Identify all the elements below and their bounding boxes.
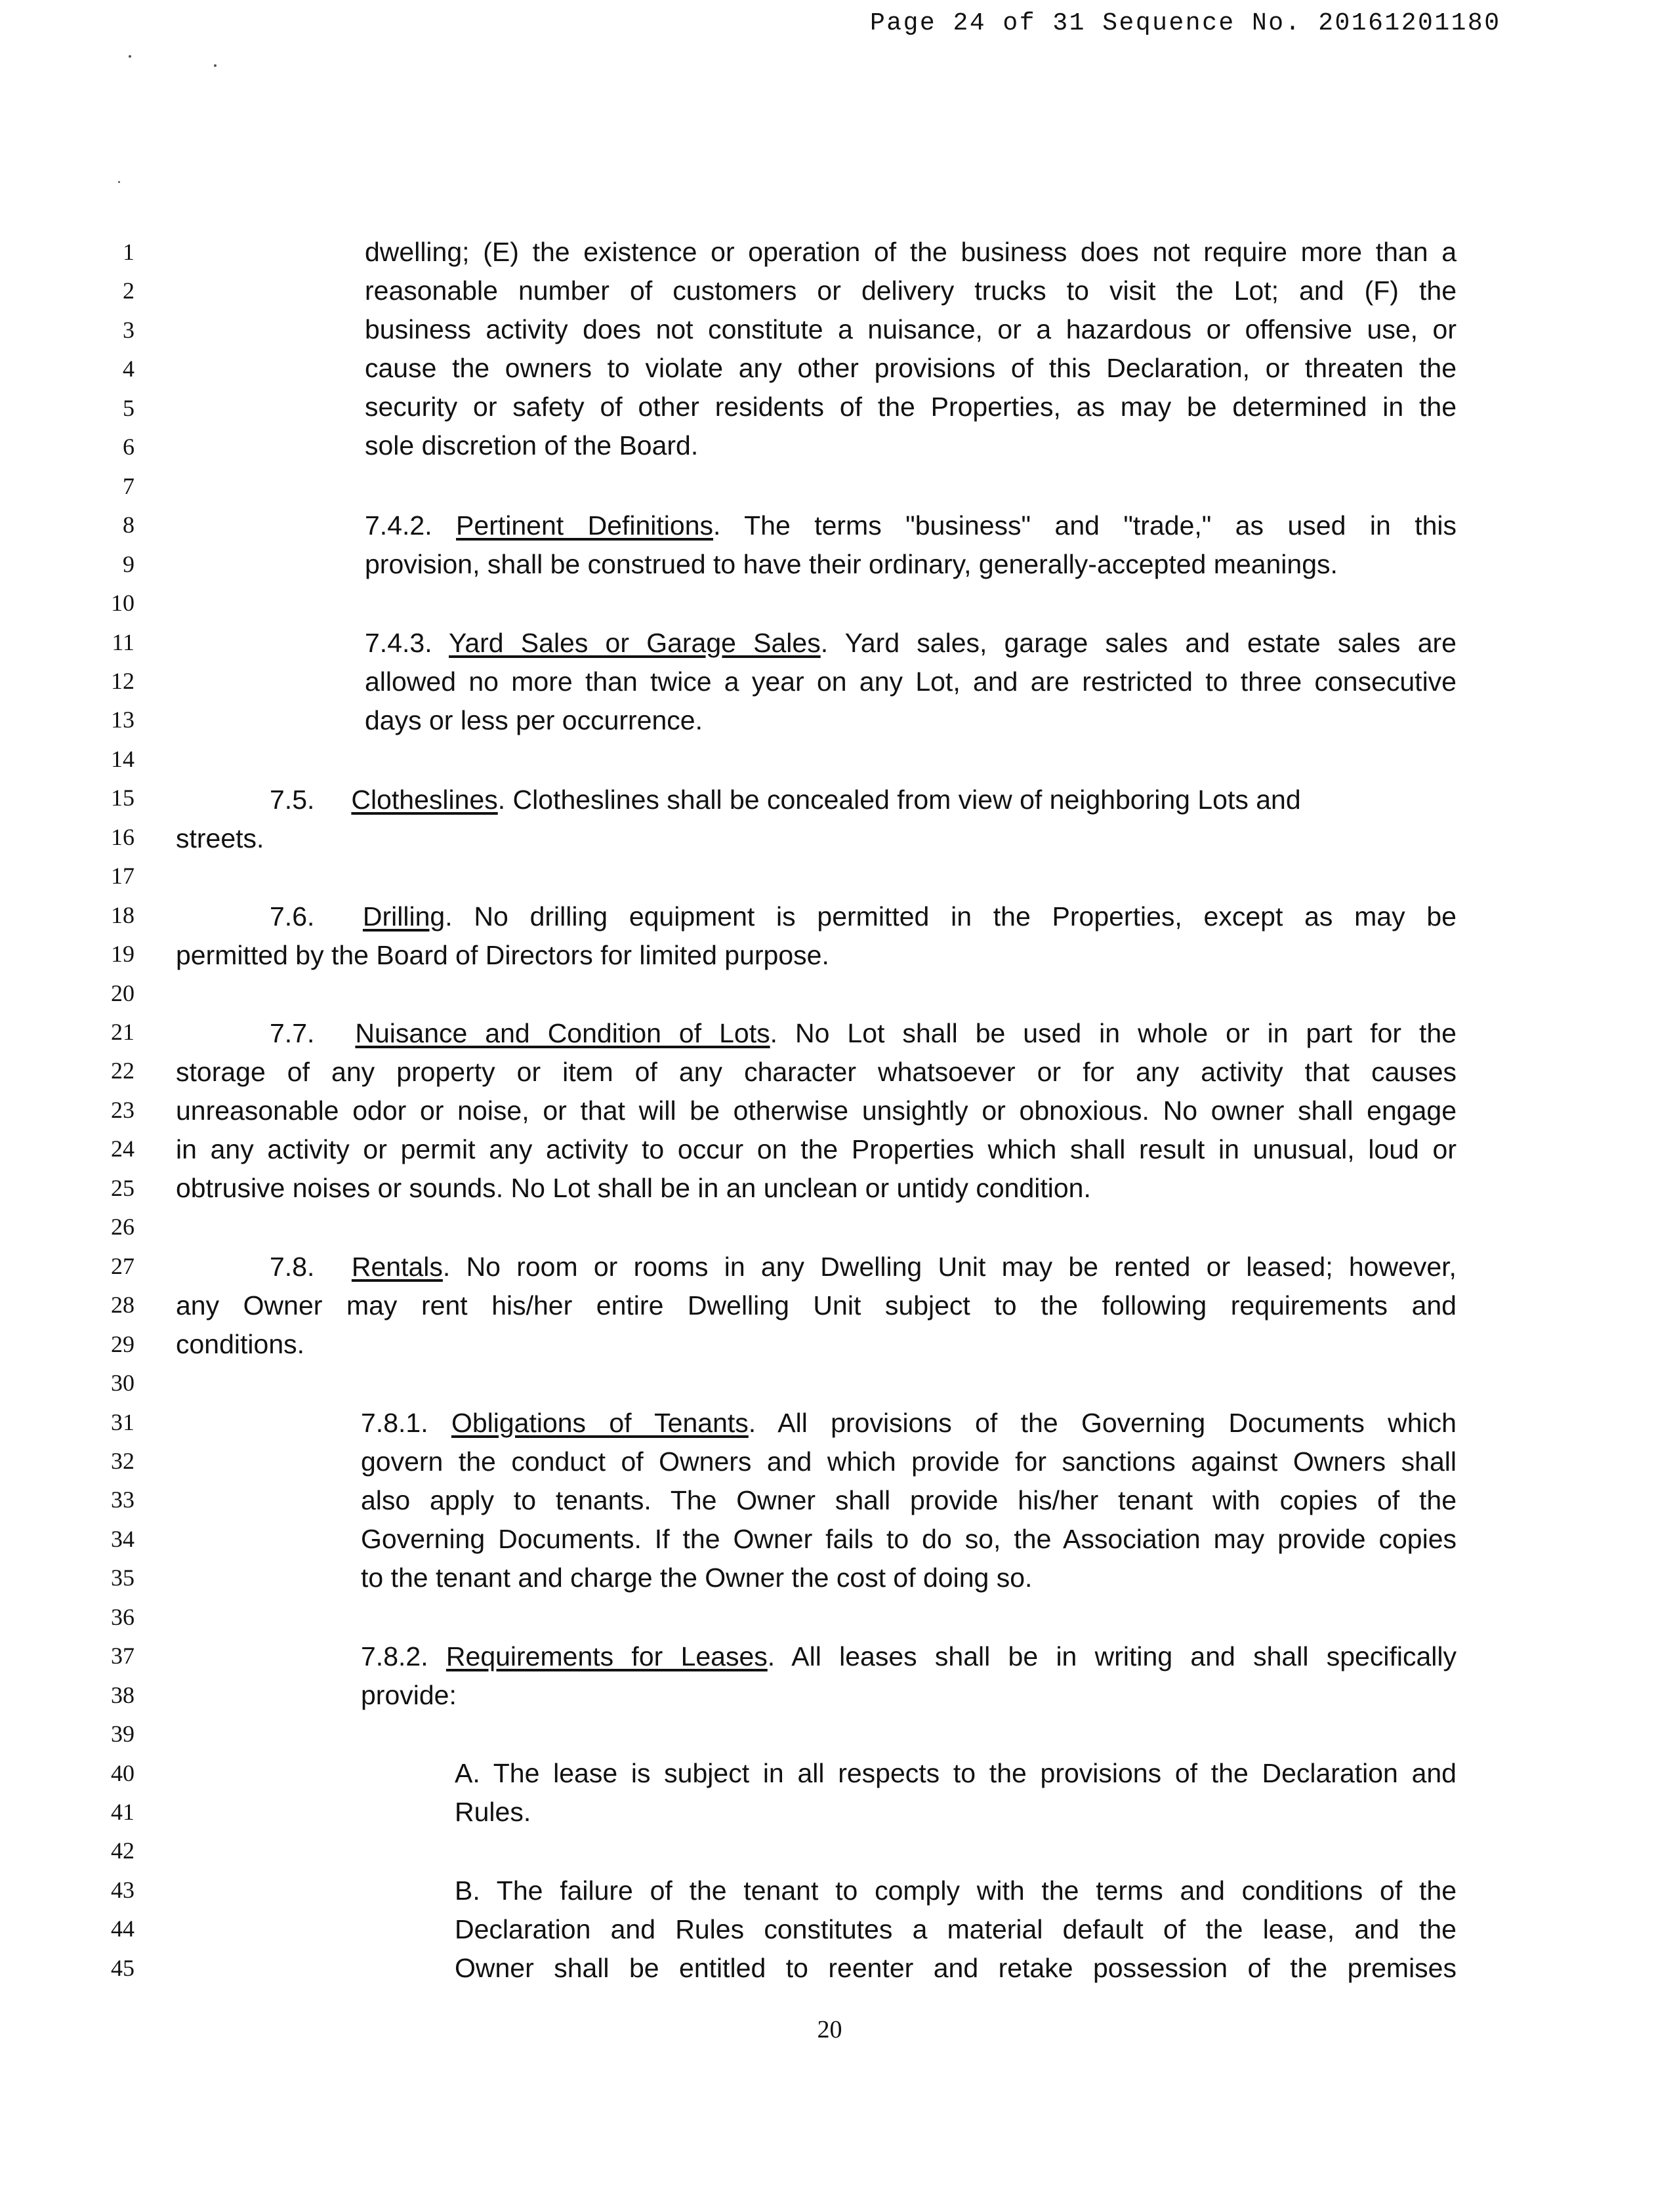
text-line: allowed no more than twice a year on any Lot, and are restricted to three consecutive xyxy=(365,666,1457,697)
section-title: Yard Sales or Garage Sales xyxy=(449,628,821,658)
section-text: No room or rooms in any Dwelling Unit may be rented or leased; however, xyxy=(466,1252,1457,1282)
line-number: 41 xyxy=(111,1799,134,1825)
section-title: Clotheslines xyxy=(351,785,498,815)
text-line: Rules. xyxy=(455,1797,531,1827)
section-title: Drilling xyxy=(362,901,445,932)
line-number: 32 xyxy=(111,1448,134,1474)
page-number-footer xyxy=(0,2015,1675,2044)
section-text: No Lot shall be used in whole or in part for the xyxy=(795,1018,1457,1048)
section-title: Pertinent Definitions xyxy=(456,510,714,541)
page-header: Page 24 of 31 Sequence No. 20161201180 xyxy=(870,9,1501,37)
text-line: storage of any property or item of any character whatsoever or for any activity that causes xyxy=(176,1057,1457,1087)
text-line: reasonable number of customers or delivery trucks to visit the Lot; and (F) the xyxy=(365,276,1457,306)
text-line: security or safety of other residents of the Properties, as may be determined in the xyxy=(365,392,1457,422)
line-number: 37 xyxy=(111,1643,134,1669)
text-line: obtrusive noises or sounds. No Lot shall be in an unclean or untidy condition. xyxy=(176,1173,1091,1203)
section-number: 7.8.1. xyxy=(361,1408,428,1438)
line-number: 22 xyxy=(111,1057,134,1084)
line-number: 3 xyxy=(123,317,134,343)
section-7-5-line: 7.5. Clotheslines. Clotheslines shall be concealed from view of neighboring Lots and xyxy=(270,785,1301,815)
list-item-b-line: B. The failure of the tenant to comply with the terms and conditions of the xyxy=(455,1875,1457,1906)
text-line: days or less per occurrence. xyxy=(365,705,703,735)
line-number: 43 xyxy=(111,1877,134,1903)
section-text: All provisions of the Governing Documents which xyxy=(777,1408,1457,1438)
section-number: 7.5. xyxy=(270,785,315,815)
section-number: 7.7. xyxy=(270,1018,315,1048)
line-number: 29 xyxy=(111,1331,134,1357)
line-number: 39 xyxy=(111,1721,134,1747)
line-number: 23 xyxy=(111,1097,134,1123)
line-number: 19 xyxy=(111,941,134,967)
text-line: cause the owners to violate any other provisions of this Declaration, or threaten the xyxy=(365,353,1457,383)
section-number: 7.6. xyxy=(270,901,315,932)
text-line: business activity does not constitute a nuisance, or a hazardous or offensive use, or xyxy=(365,314,1457,344)
section-7-4-2-line: 7.4.2. Pertinent Definitions. The terms "business" and "trade," as used in this xyxy=(365,510,1457,541)
text-line: unreasonable odor or noise, or that will be otherwise unsightly or obnoxious. No owner shall engage xyxy=(176,1096,1457,1126)
list-item-a-line: A. The lease is subject in all respects to the provisions of the Declaration and xyxy=(455,1758,1457,1788)
text-line: Owner shall be entitled to reenter and retake possession of the premises xyxy=(455,1953,1457,1983)
line-number: 40 xyxy=(111,1760,134,1786)
scan-speck xyxy=(214,64,217,67)
line-number: 20 xyxy=(111,980,134,1006)
text-line: dwelling; (E) the existence or operation of the business does not require more than a xyxy=(365,237,1457,267)
text-line: in any activity or permit any activity to occur on the Properties which shall result in unusual, loud or xyxy=(176,1134,1457,1164)
page-number: 20 xyxy=(817,2016,842,2043)
line-number: 24 xyxy=(111,1136,134,1162)
text-line: streets. xyxy=(176,823,264,853)
section-text: Yard sales, garage sales and estate sales are xyxy=(844,628,1457,658)
section-7-4-3-line: 7.4.3. Yard Sales or Garage Sales. Yard sales, garage sales and estate sales are xyxy=(365,628,1457,658)
section-title: Nuisance and Condition of Lots xyxy=(355,1018,770,1048)
line-number: 2 xyxy=(123,277,134,304)
text-line: any Owner may rent his/her entire Dwelling Unit subject to the following requirements and xyxy=(176,1290,1457,1321)
text-line: provide: xyxy=(361,1680,457,1710)
line-number: 15 xyxy=(111,785,134,811)
section-number: 7.8. xyxy=(270,1252,315,1282)
scan-speck xyxy=(118,181,120,183)
section-7-8-line: 7.8. Rentals. No room or rooms in any Dwelling Unit may be rented or leased; however, xyxy=(270,1252,1457,1282)
section-7-8-2-line: 7.8.2. Requirements for Leases. All leases shall be in writing and shall specifically xyxy=(361,1641,1457,1671)
line-number: 7 xyxy=(123,473,134,499)
text-line: also apply to tenants. The Owner shall provide his/her tenant with copies of the xyxy=(361,1485,1457,1515)
section-title: Obligations of Tenants xyxy=(451,1408,749,1438)
section-text: Clotheslines shall be concealed from view of neighboring Lots and xyxy=(512,785,1301,815)
line-number: 34 xyxy=(111,1526,134,1552)
line-number: 4 xyxy=(123,356,134,382)
line-number: 42 xyxy=(111,1837,134,1864)
line-number: 6 xyxy=(123,434,134,460)
line-number: 44 xyxy=(111,1915,134,1942)
line-number: 31 xyxy=(111,1409,134,1435)
line-number: 38 xyxy=(111,1682,134,1708)
line-number: 33 xyxy=(111,1486,134,1513)
line-number: 36 xyxy=(111,1604,134,1630)
section-7-7-line: 7.7. Nuisance and Condition of Lots. No Lot shall be used in whole or in part for the xyxy=(270,1018,1457,1048)
text-line: Declaration and Rules constitutes a material default of the lease, and the xyxy=(455,1914,1457,1944)
line-number: 30 xyxy=(111,1370,134,1396)
line-number: 14 xyxy=(111,746,134,772)
text-line: govern the conduct of Owners and which provide for sanctions against Owners shall xyxy=(361,1446,1457,1477)
line-number: 1 xyxy=(123,239,134,265)
line-number: 16 xyxy=(111,824,134,850)
line-number: 35 xyxy=(111,1565,134,1591)
line-number: 8 xyxy=(123,512,134,538)
section-number: 7.4.3. xyxy=(365,628,432,658)
text-line: sole discretion of the Board. xyxy=(365,430,699,461)
line-number: 10 xyxy=(111,590,134,616)
line-number: 25 xyxy=(111,1175,134,1201)
line-number: 17 xyxy=(111,863,134,889)
section-text: No drilling equipment is permitted in the Properties, except as may be xyxy=(474,901,1457,932)
section-title: Requirements for Leases xyxy=(445,1641,768,1671)
line-number: 9 xyxy=(123,551,134,577)
section-number: 7.8.2. xyxy=(361,1641,428,1671)
line-number: 5 xyxy=(123,395,134,421)
line-number: 27 xyxy=(111,1253,134,1279)
line-number: 11 xyxy=(112,629,134,655)
text-line: conditions. xyxy=(176,1329,305,1359)
section-title: Rentals xyxy=(351,1252,443,1282)
line-number: 26 xyxy=(111,1214,134,1240)
scan-speck xyxy=(129,55,131,58)
line-number: 18 xyxy=(111,902,134,928)
line-number: 28 xyxy=(111,1292,134,1318)
line-number: 45 xyxy=(111,1955,134,1981)
line-number: 21 xyxy=(111,1019,134,1045)
section-7-8-1-line: 7.8.1. Obligations of Tenants. All provisions of the Governing Documents which xyxy=(361,1408,1457,1438)
text-line: Governing Documents. If the Owner fails to do so, the Association may provide copies xyxy=(361,1524,1457,1554)
section-number: 7.4.2. xyxy=(365,510,432,541)
text-line: provision, shall be construed to have their ordinary, generally-accepted meanings. xyxy=(365,549,1338,579)
line-number: 12 xyxy=(111,668,134,694)
text-line: to the tenant and charge the Owner the cost of doing so. xyxy=(361,1563,1033,1593)
text-line: permitted by the Board of Directors for limited purpose. xyxy=(176,940,829,970)
line-number: 13 xyxy=(111,707,134,733)
section-7-6-line: 7.6. Drilling. No drilling equipment is permitted in the Properties, except as may be xyxy=(270,901,1457,932)
section-text: The terms "business" and "trade," as used in this xyxy=(744,510,1457,541)
section-text: All leases shall be in writing and shall specifically xyxy=(791,1641,1457,1671)
